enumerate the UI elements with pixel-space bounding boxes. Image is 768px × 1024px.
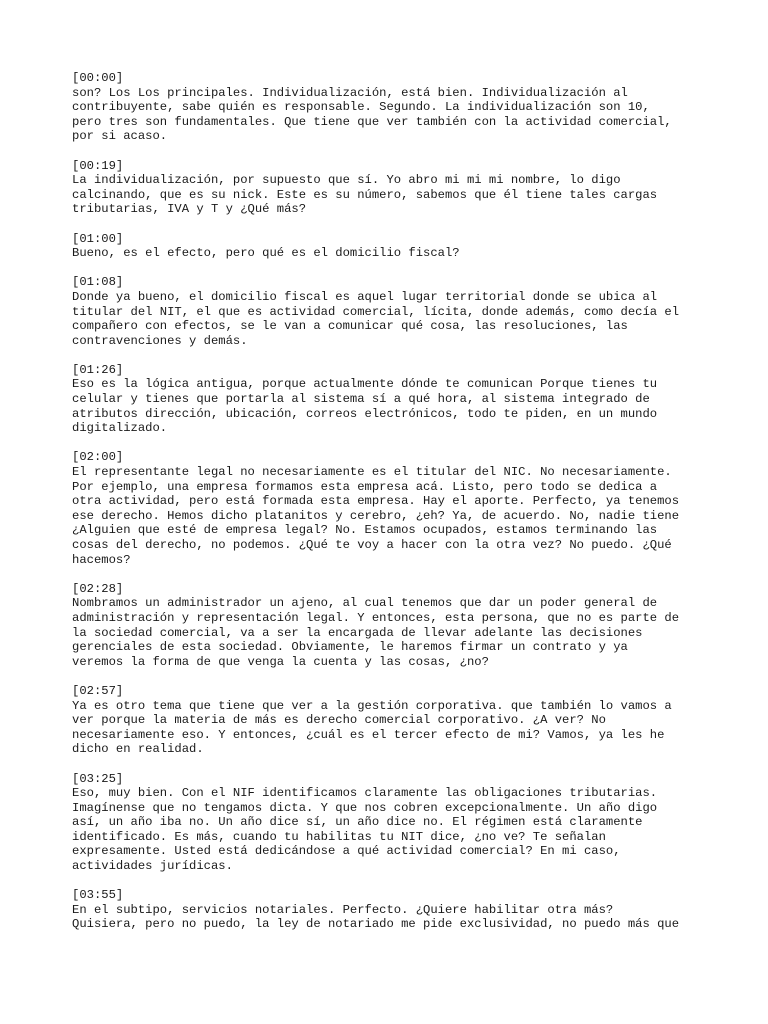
transcript-entry xyxy=(72,159,712,217)
transcript-text: El representante legal no necesariamente es el titular del NIC. No necesariamente. Por ejemplo, una empresa formamos esta empresa acá. Listo, pero todo se dedica a otra actividad, pero está formada esta empresa. Hay el aporte. Perfecto, ya tenemos ese derecho. Hemos dicho platanitos y cerebro, ¿eh? Ya, de acuerdo. No, nadie tiene ¿Alguien que esté de empresa legal? No. Estamos ocupados, estamos terminando las cosas del derecho, no podemos. ¿Qué te voy a hacer con la otra vez? No puedo. ¿Qué hacemos? xyxy=(72,465,680,567)
transcript-text: Nombramos un administrador un ajeno, al cual tenemos que dar un poder general de administración y representación legal. Y entonces, esta persona, que no es parte de la sociedad comercial, va a ser la encargada de llevar adelante las decisiones gerenciales de esta sociedad. Obviamente, le haremos firmar un contrato y ya veremos la forma de que venga la cuenta y las cosas, ¿no? xyxy=(72,596,680,669)
transcript-entry xyxy=(72,363,712,436)
transcript-entry xyxy=(72,772,712,874)
transcript-entry xyxy=(72,684,712,757)
transcript-entry xyxy=(72,71,712,144)
timestamp: [03:25] xyxy=(72,771,124,786)
transcript-entry xyxy=(72,888,712,932)
timestamp: [01:00] xyxy=(72,231,124,246)
transcript-text: Eso, muy bien. Con el NIF identificamos claramente las obligaciones tributarias. Imagínense que no tengamos dicta. Y que nos cobren excepcionalmente. Un año digo así, un año iba no. Un año dice sí, un año dice no. El régimen está claramente identificado. Es más, cuando tu habilitas tu NIT dice, ¿no ve? Te señalan expresamente. Usted está dedicándose a qué actividad comercial? En mi caso, actividades jurídicas. xyxy=(72,786,658,874)
transcript-text: Ya es otro tema que tiene que ver a la gestión corporativa. que también lo vamos a ver porque la materia de más es derecho comercial corporativo. ¿A ver? No necesariamente eso. Y entonces, ¿cuál es el tercer efecto de mi? Vamos, ya les he dicho en realidad. xyxy=(72,698,672,757)
transcript-text: La individualización, por supuesto que sí. Yo abro mi mi mi nombre, lo digo calcinando, que es su nick. Este es su número, sabemos que él tiene tales cargas tributarias, IVA y T y ¿Qué más? xyxy=(72,173,658,217)
transcript-entry xyxy=(72,450,712,567)
timestamp: [01:08] xyxy=(72,275,124,290)
timestamp: [01:26] xyxy=(72,362,124,377)
timestamp: [02:28] xyxy=(72,581,124,596)
transcript-text: En el subtipo, servicios notariales. Perfecto. ¿Quiere habilitar otra más? Quisiera, pero no puedo, la ley de notariado me pide exclusividad, no puedo más que xyxy=(72,902,680,932)
transcript-entry xyxy=(72,582,712,670)
transcript-text: Bueno, es el efecto, pero qué es el domicilio fiscal? xyxy=(72,246,460,261)
timestamp: [00:19] xyxy=(72,158,124,173)
transcript-text: son? Los Los principales. Individualización, está bien. Individualización al contribuyente, sabe quién es responsable. Segundo. La individualización son 10, pero tres son fundamentales. Que tiene que ver también con la actividad comercial, por si acaso. xyxy=(72,85,672,144)
transcript-text: Eso es la lógica antigua, porque actualmente dónde te comunican Porque tienes tu celular y tienes que portarla al sistema sí a qué hora, al sistema integrado de atributos dirección, ubicación, correos electrónicos, todo te piden, en un mundo digitalizado. xyxy=(72,377,658,436)
timestamp: [02:00] xyxy=(72,450,124,465)
transcript-text: Donde ya bueno, el domicilio fiscal es aquel lugar territorial donde se ubica al titular del NIT, el que es actividad comercial, lícita, donde además, como decía el compañero con efectos, se le van a comunicar qué cosa, las resoluciones, las contravenciones y demás. xyxy=(72,289,680,348)
transcript-entry xyxy=(72,275,712,348)
timestamp: [03:55] xyxy=(72,888,124,903)
timestamp: [02:57] xyxy=(72,683,124,698)
timestamp: [00:00] xyxy=(72,71,124,85)
transcript-entry xyxy=(72,232,712,261)
transcript-document xyxy=(72,71,712,947)
